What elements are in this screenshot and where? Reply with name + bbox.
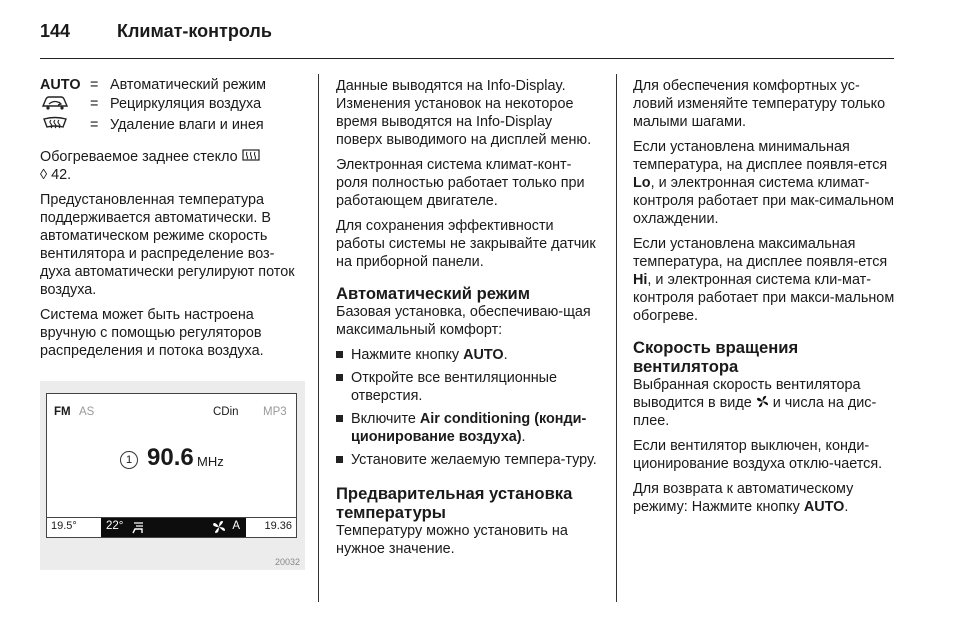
paragraph: Данные выводятся на Info-Display. Изменения установок на некоторое время выводятся на Info-Display поверх выводимого на дисплей меню. [336,78,592,148]
column-divider [318,74,319,602]
figure-code: 20032 [274,557,300,567]
rear-window-heater-icon [242,149,260,162]
mp3-label: MP3 [263,406,287,418]
legend-row-defrost: = Удаление влаги и инея [40,115,266,136]
rear-window-note: Обогреваемое заднее стекло ◊ 42. [40,148,305,184]
symbol-legend [40,77,266,136]
right-temperature: 19.36 [264,520,292,532]
right-column [633,77,895,523]
list-item: Установите желаемую темпера-туру. [336,451,602,469]
list-item: Откройте все вентиляционные отверстия. [336,369,602,405]
paragraph-hi: Если установлена максимальная температура, на дисплее появля-ется Hi, и электронная система кли-мат-контроля работает при макси-мальном обогреве. [633,236,895,324]
section-heading-fan: Скорость вращения вентилятора [633,338,799,376]
set-temperature: 22° [106,520,124,532]
header-rule [40,58,894,59]
paragraph: Предустановленная температура поддерживается автоматически. В автоматическом режиме скорость вентилятора и распределение воз-духа автоматически регулируют поток воздуха. [40,192,295,298]
section-heading-preset: Предварительная установка температуры [336,484,573,522]
paragraph-fan: Выбранная скорость вентилятора выводится в виде и числа на дис-плее. [633,377,877,429]
paragraph: Электронная система климат-конт-роля полностью работает только при работающем двигателе. [336,157,585,209]
paragraph: Базовая установка, обеспечиваю-щая максимальный комфорт: [336,304,591,338]
legend-row-auto: AUTO = Автоматический режим [40,77,267,93]
middle-column [336,77,602,565]
defrost-icon [40,115,70,131]
column-divider [616,74,617,602]
steps-list [336,346,602,469]
paragraph: Для обеспечения комфортных ус-ловий изменяйте температуру только малыми шагами. [633,78,886,130]
frequency-unit: MHz [197,454,224,469]
preset-number: 1 [120,451,138,469]
paragraph: Температуру можно установить на нужное значение. [336,523,568,557]
auto-symbol: AUTO [40,77,81,93]
climate-status-bar [47,517,296,537]
auto-mode-indicator: A [232,520,240,532]
info-display-screen [46,393,297,538]
left-column [40,77,305,367]
paragraph-return: Для возврата к автоматическому режиму: Нажмите кнопку AUTO. [633,481,854,515]
fan-icon [212,520,226,534]
paragraph-lo: Если установлена минимальная температура, на дисплее появля-ется Lo, и электронная система климат-контроля работает при мак-симальном охлаждении. [633,139,895,227]
recirculation-icon [40,94,70,110]
paragraph: Система может быть настроена вручную с помощью регуляторов распределения и потока воздуха. [40,307,264,359]
paragraph: Если вентилятор выключен, конди-ционирование воздуха отклю-чается. [633,438,883,472]
cdin-label: CDin [213,406,239,418]
climate-settings [101,518,246,537]
page-title: Климат-контроль [117,21,272,41]
list-item: Нажмите кнопку AUTO. [336,346,602,364]
left-temperature: 19.5° [51,520,77,532]
info-display-figure [40,381,305,570]
airflow-seat-icon [131,520,147,534]
list-item: Включите Air conditioning (конди-ционирование воздуха). [336,410,602,446]
page-reference: ◊ 42. [40,167,72,183]
section-heading-auto: Автоматический режим [336,284,530,303]
legend-row-recirculation: = Рециркуляция воздуха [40,94,266,115]
page-number: 144 [40,21,71,41]
paragraph: Для сохранения эффективности работы системы не закрывайте датчик на приборной панели. [336,218,596,270]
fan-icon [756,395,769,408]
band-label: FM [54,406,71,418]
frequency-value: 90.6 [147,444,194,471]
as-label: AS [79,406,95,418]
